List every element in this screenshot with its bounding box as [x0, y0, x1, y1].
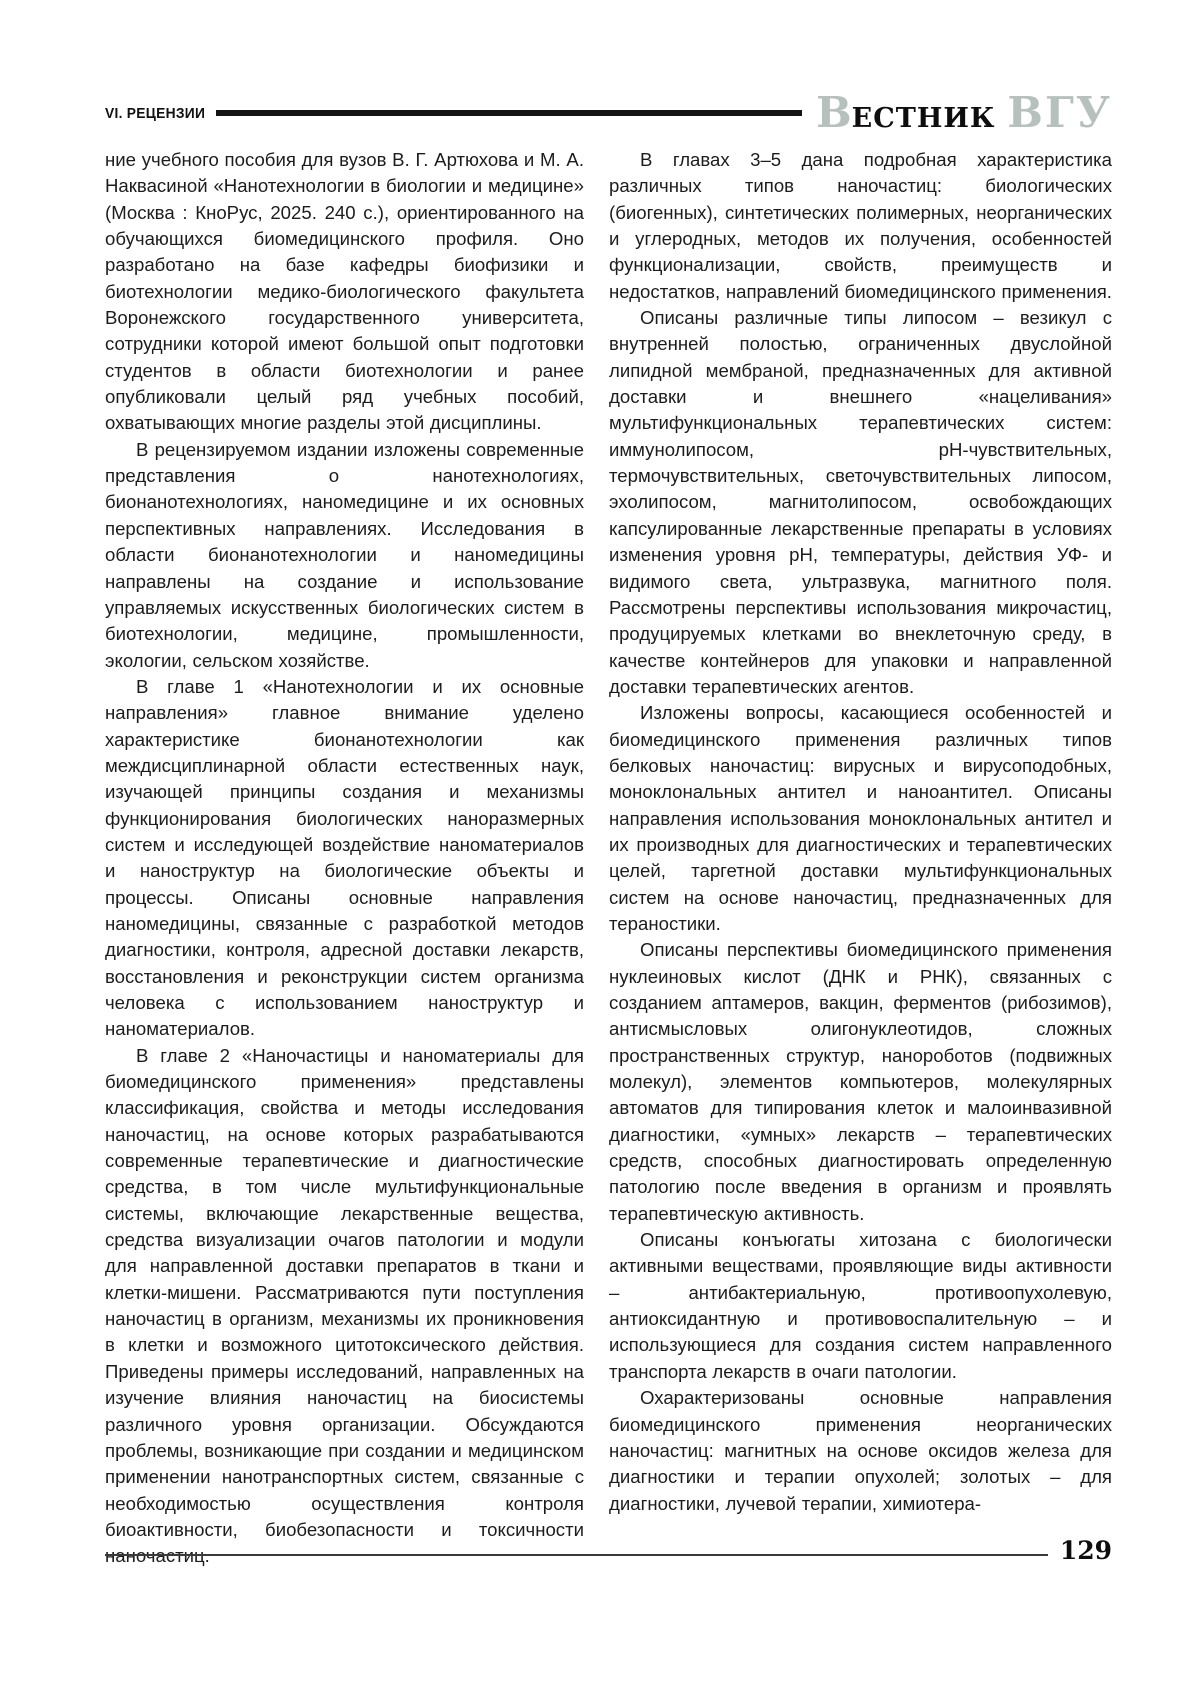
section-heading: VI. РЕЦЕНЗИИ	[105, 104, 206, 122]
paragraph: В рецензируемом издании изложены современные представления о нанотехнологиях, бионанотехнологиях, наномедицине и их основных перспективных направлениях. Исследования в области бионанотехнологии и наномедицины направлены на создание и использование управляемых искусственных биологических систем в биотехнологии, медицине, промышленности, экологии, сельском хозяйстве.	[105, 438, 584, 671]
footer-rule	[105, 1554, 1048, 1556]
logo-initial-letter: В	[816, 88, 852, 137]
paragraph: Изложены вопросы, касающиеся особенностей и биомедицинского применения различных типов белковых наночастиц: вирусных и вирусоподобных, моноклональных антител и наноантител. Описаны направления использования моноклональных антител и их производных для диагностических и терапевтических целей, таргетной доставки мультифункциональных систем на основе наночастиц, предназначенных для тераностики.	[609, 702, 1112, 934]
paragraph: ние учебного пособия для вузов В. Г. Артюхова и М. А. Наквасиной «Нанотехнологии в биологии и медицине» (Москва : КноРус, 2025. 240 с.), ориентированного на обучающихся биомедицинского профиля. Оно разработано на базе кафедры биофизики и биотехнологии медико-биологического факультета Воронежского государственного университета, сотрудники которой имеют большой опыт подготовки студентов в области биотехнологии и ранее опубликовали целый ряд учебных пособий, охватывающих многие разделы этой дисциплины.	[105, 149, 584, 434]
left-column	[105, 147, 584, 1570]
paragraph: В главах 3–5 дана подробная характеристика различных типов наночастиц: биологических (биогенных), синтетических полимерных, неорганических и углеродных, методов их получения, особенностей функционализации, свойств, преимуществ и недостатков, направлений биомедицинского применения.	[609, 149, 1112, 302]
logo-title-text: ЕСТНИК	[851, 103, 996, 134]
article-body	[105, 147, 1112, 1570]
right-column	[609, 147, 1112, 1570]
paragraph: Описаны конъюгаты хитозана с биологически активными веществами, проявляющие виды активности – антибактериальную, противоопухолевую, антиоксидантную и противовоспалительную – и использующиеся для создания систем направленного транспорта лекарств в очаги патологии.	[609, 1229, 1112, 1382]
paragraph: В главе 1 «Нанотехнологии и их основные направления» главное внимание уделено характеристике бионанотехнологии как междисциплинарной области естественных наук, изучающей принципы создания и механизмы функционирования биологических наноразмерных систем и исследующей воздействие наноматериалов и наноструктур на биологические объекты и процессы. Описаны основные направления наномедицины, связанные с разработкой методов диагностики, контроля, адресной доставки лекарств, восстановления и реконструкции систем организма человека с использованием наноструктур и наноматериалов.	[105, 675, 584, 1040]
page-header	[105, 88, 1112, 137]
logo-university-abbr: ВГУ	[1007, 88, 1112, 137]
paragraph: В главе 2 «Наночастицы и наноматериалы для биомедицинского применения» представлены классификация, свойства и методы исследования наночастиц, на основе которых разрабатываются современные терапевтические и диагностические средства, в том числе мультифункциональные системы, включающие лекарственные вещества, средства визуализации очагов патологии и модули для направленной доставки препаратов в ткани и клетки-мишени. Рассматриваются пути поступления наночастиц в организм, механизмы их проникновения в клетки и возможного цитотоксического действия. Приведены примеры исследований, направленных на изучение влияния наночастиц на биосистемы различного уровня организации. Обсуждаются проблемы, возникающие при создании и медицинском применении нанотранспортных систем, связанные с необходимостью осуществления контроля биоактивности, биобезопасности и токсичности наночастиц.	[105, 1044, 584, 1567]
journal-logo	[816, 88, 1112, 137]
paragraph: Охарактеризованы основные направления биомедицинского применения неорганических наночастиц: магнитных на основе оксидов железа для диагностики и терапии опухолей; золотых – для диагностики, лучевой терапии, химиотера-	[609, 1387, 1112, 1514]
paragraph: Описаны перспективы биомедицинского применения нуклеиновых кислот (ДНК и РНК), связанных с созданием аптамеров, вакцин, ферментов (рибозимов), антисмысловых олигонуклеотидов, сложных пространственных структур, нанороботов (подвижных молекул), элементов компьютеров, молекулярных автоматов для типирования клеток и малоинвазивной диагностики, «умных» лекарств – терапевтических средств, способных диагностировать определенную патологию после введения в организм и проявлять терапевтическую активность.	[609, 939, 1112, 1224]
page-number: 129	[1059, 1536, 1112, 1565]
header-rule	[216, 110, 802, 116]
paragraph: Описаны различные типы липосом – везикул с внутренней полостью, ограниченных двуслойной липидной мембраной, предназначенных для активной доставки и внешнего «нацеливания» мультифункциональных терапевтических систем: иммунолипосом, pH-чувствительных, термочувствительных, светочувствительных липосом, эхолипосом, магнитолипосом, освобождающих капсулированные лекарственные препараты в условиях изменения уровня pH, температуры, действия УФ- и видимого света, ультразвука, магнитного поля. Рассмотрены перспективы использования микрочастиц, продуцируемых клетками во внеклеточную среду, в качестве контейнеров для упаковки и направленной доставки терапевтических агентов.	[609, 307, 1112, 697]
page-footer	[105, 1538, 1112, 1563]
